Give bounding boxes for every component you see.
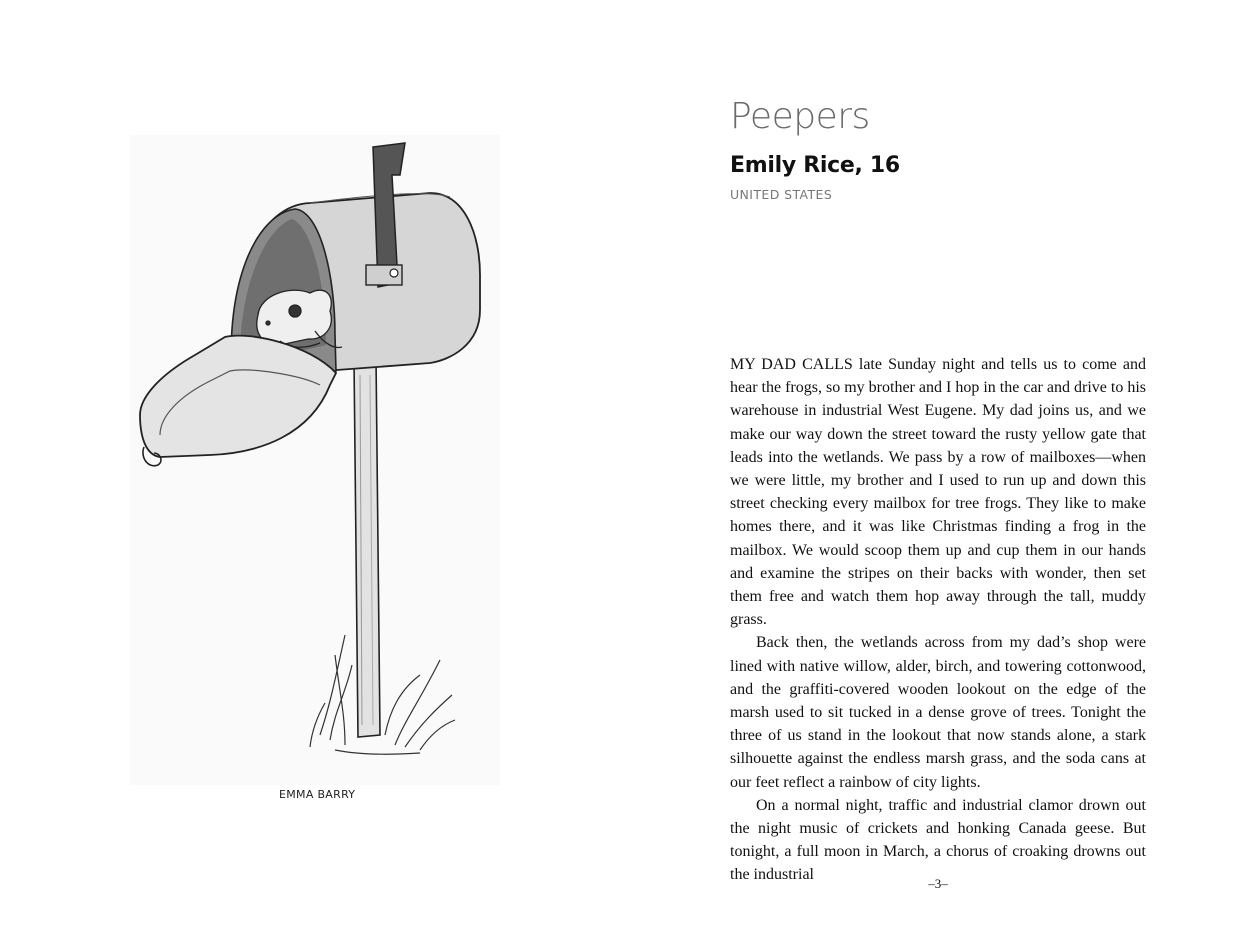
page-number: –3– <box>928 876 948 891</box>
illustration-credit: EMMA BARRY <box>279 788 356 801</box>
mailbox-post <box>354 357 380 737</box>
paragraph: Back then, the wetlands across from my dad’s shop were lined with native willow, alder, birch, and towering cottonwood, and the graffiti-covered wooden lookout on the edge of the marsh used to sit tucked in a dense grove of trees. Tonight the three of us stand in the lookout that now stands alone, a stark silhouette against the endless marsh grass, and the soda cans at our feet reflect a rainbow of city lights. <box>730 634 1146 791</box>
author-name: Emily Rice, 16 <box>730 153 900 178</box>
paragraph: MY DAD CALLS late Sunday night and tells us to come and hear the frogs, so my brother and I hop in the car and drive to his warehouse in industrial West Eugene. My dad joins us, and we make our way down the street toward the rusty yellow gate that leads into the wetlands. We pass by a row of mailboxes—when we were little, my brother and I used to run up and down this street checking every mailbox for tree frogs. They like to make homes there, and it was like Christmas finding a frog in the mailbox. We would scoop them up and cup them in our hands and examine the stripes on their backs with wonder, then set them free and watch them hop away through the tall, muddy grass. <box>730 356 1146 629</box>
author-country: UNITED STATES <box>730 187 833 202</box>
story-title: Peepers <box>730 96 870 137</box>
mailbox-illustration <box>130 135 500 785</box>
story-body <box>730 353 1146 887</box>
paragraph: On a normal night, traffic and industrial clamor drown out the night music of crickets and honking Canada geese. But tonight, a full moon in March, a chorus of croaking drowns out the industrial <box>730 796 1146 884</box>
